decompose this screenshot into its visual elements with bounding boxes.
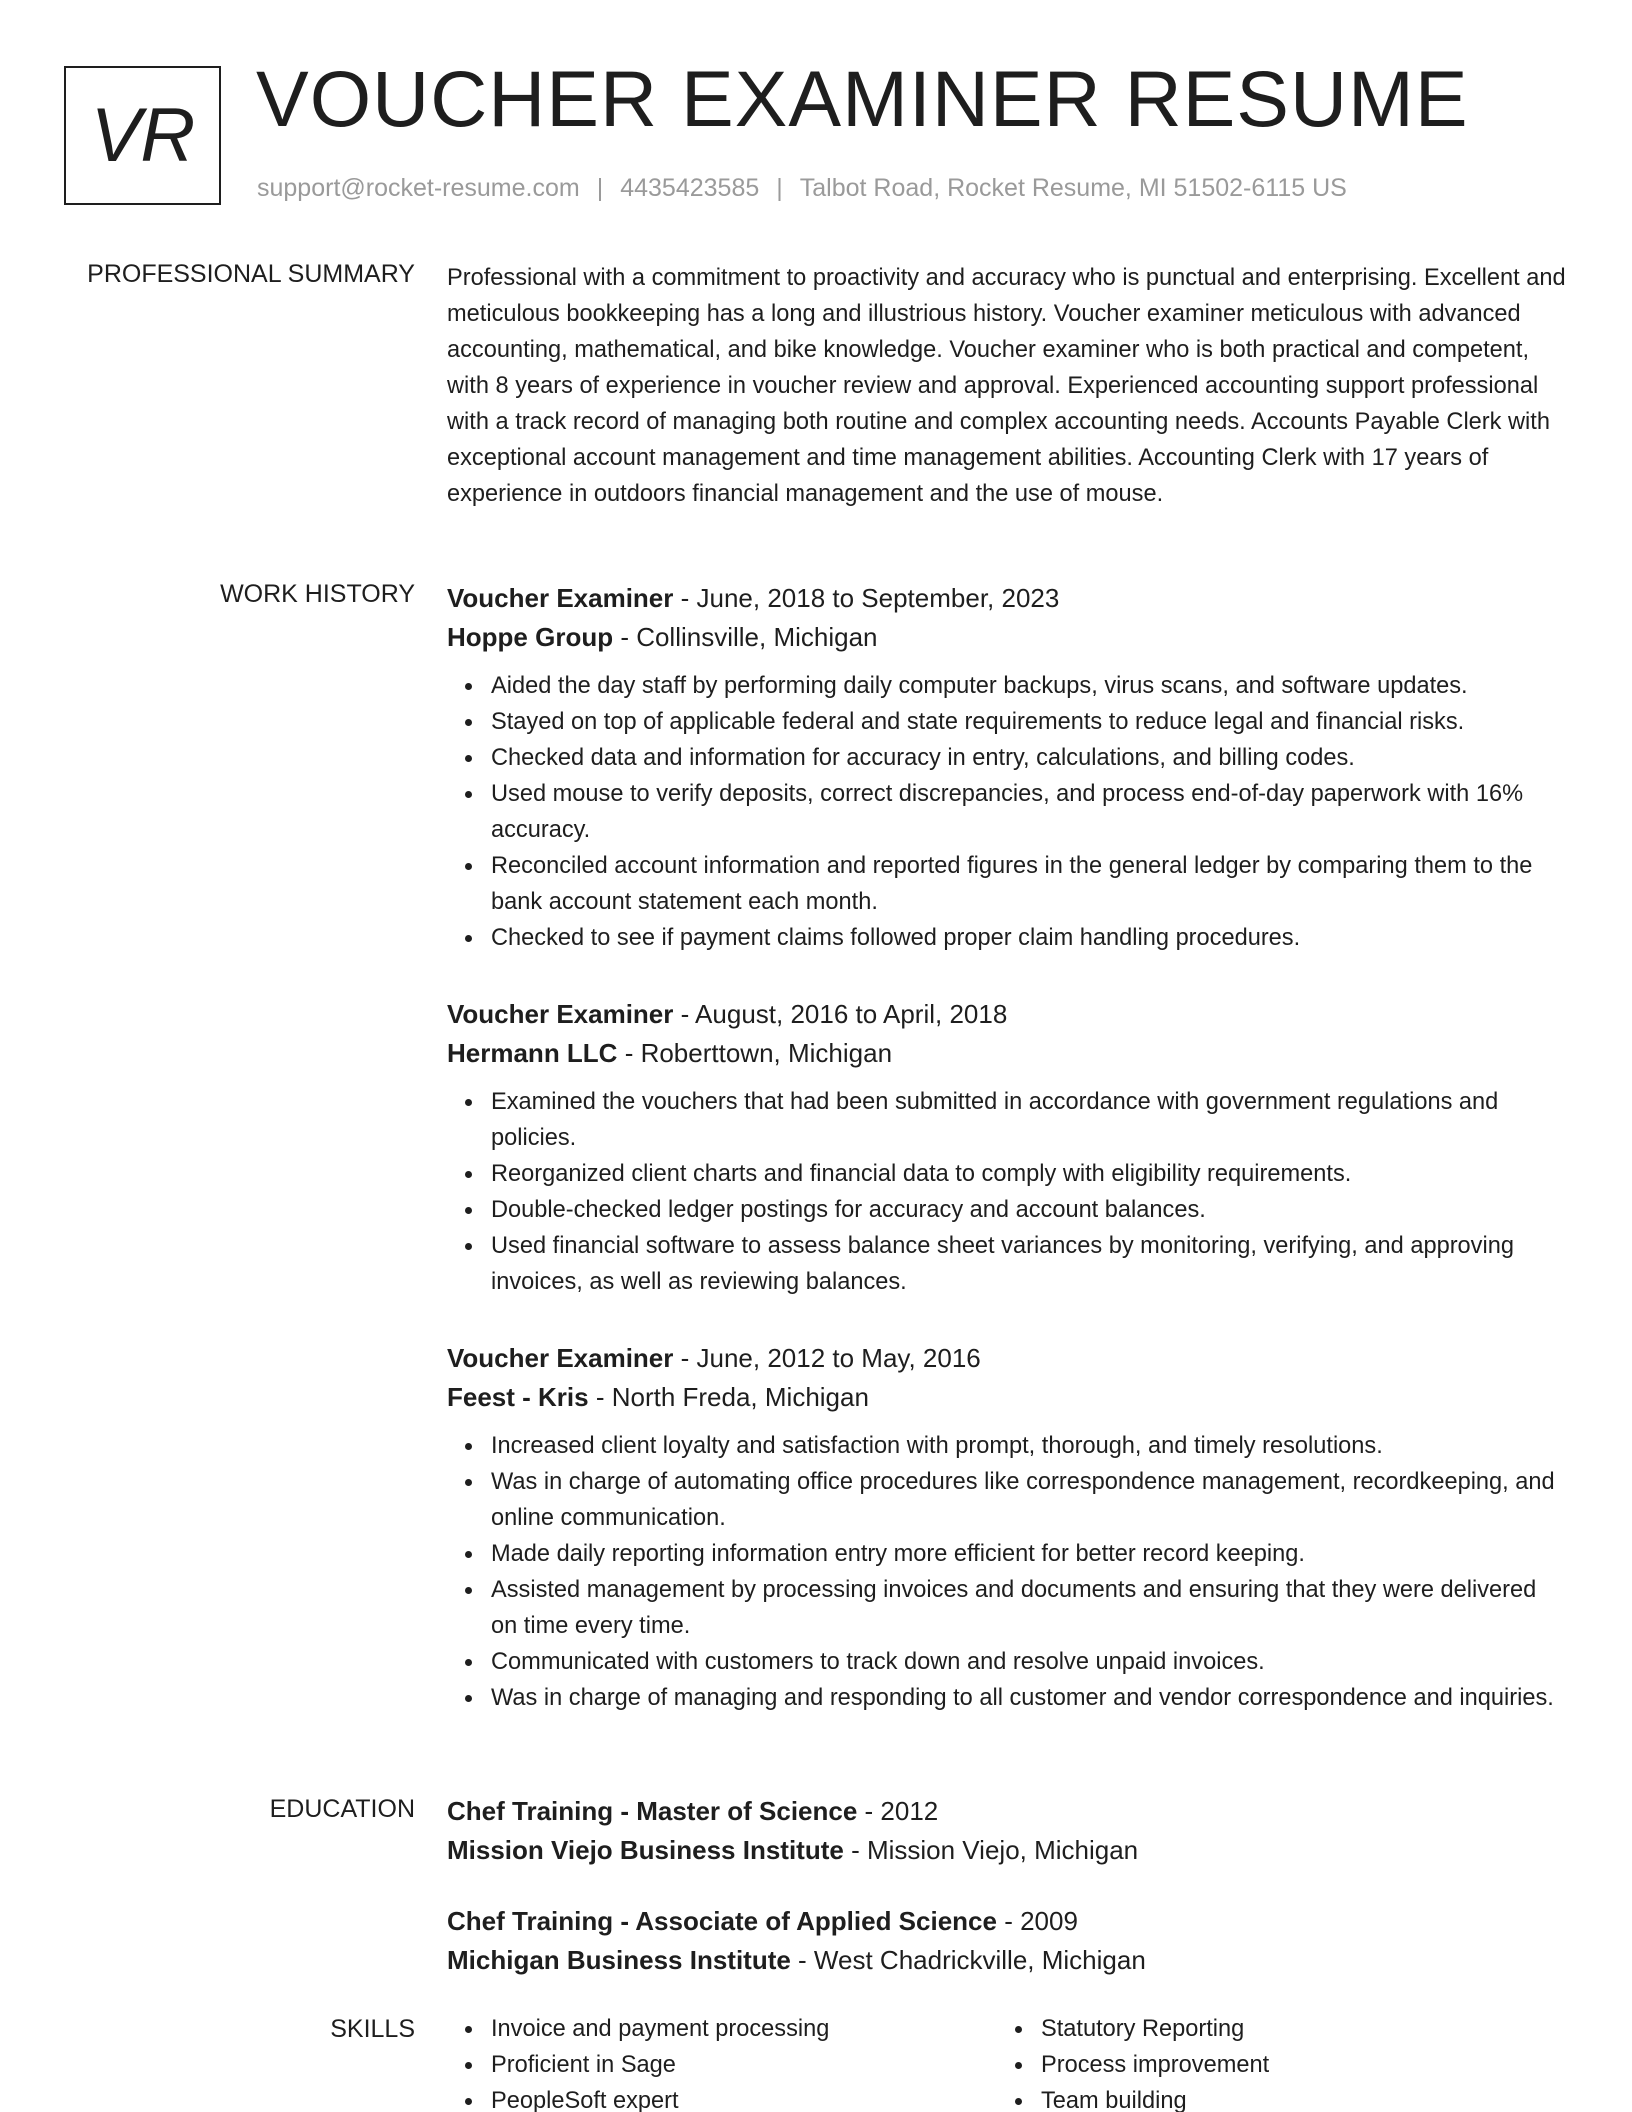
- education-location: - Mission Viejo, Michigan: [843, 1835, 1139, 1865]
- job-company: Hoppe Group: [447, 622, 614, 652]
- job-company: Hermann LLC: [447, 1038, 618, 1068]
- contact-phone: 4435423585: [620, 174, 760, 202]
- education-degree-line: [447, 1792, 1567, 1831]
- section-label-work-history: WORK HISTORY: [220, 580, 415, 608]
- job-location: - North Freda, Michigan: [588, 1382, 869, 1412]
- job-location: - Roberttown, Michigan: [617, 1038, 893, 1068]
- list-item: Aided the day staff by performing daily computer backups, virus scans, and software updates.: [491, 668, 1567, 704]
- skills-columns: [447, 2011, 1567, 2112]
- list-item: Examined the vouchers that had been submitted in accordance with government regulations and policies.: [491, 1084, 1567, 1156]
- list-item: Checked data and information for accuracy in entry, calculations, and billing codes.: [491, 740, 1567, 776]
- education-school-line: [447, 1941, 1567, 1980]
- job-entry: [447, 995, 1567, 1300]
- skills-column-right: [997, 2011, 1547, 2112]
- skills-content: [447, 2011, 1567, 2112]
- job-dates: - June, 2018 to September, 2023: [673, 583, 1060, 613]
- education-year: - 2012: [857, 1796, 939, 1826]
- skill-item: Invoice and payment processing: [491, 2011, 997, 2047]
- education-degree-line: [447, 1902, 1567, 1941]
- education-entry: [447, 1792, 1567, 1870]
- job-entry: [447, 579, 1567, 956]
- monogram-badge: VR: [64, 66, 221, 205]
- job-location: - Collinsville, Michigan: [613, 622, 878, 652]
- job-title-line: [447, 579, 1567, 618]
- education-school: Mission Viejo Business Institute: [447, 1835, 844, 1865]
- job-bullets: [447, 1428, 1567, 1716]
- section-label-education: EDUCATION: [269, 1795, 415, 1823]
- list-item: Reconciled account information and reported figures in the general ledger by comparing them to the bank account statement each month.: [491, 848, 1567, 920]
- summary-content: [447, 260, 1567, 512]
- job-title: Voucher Examiner: [447, 999, 674, 1029]
- skills-list-left: [447, 2011, 997, 2112]
- list-item: Stayed on top of applicable federal and state requirements to reduce legal and financial risks.: [491, 704, 1567, 740]
- job-dates: - June, 2012 to May, 2016: [673, 1343, 981, 1373]
- job-title-line: [447, 995, 1567, 1034]
- education-year: - 2009: [996, 1906, 1078, 1936]
- list-item: Used mouse to verify deposits, correct discrepancies, and process end-of-day paperwork with 16% accuracy.: [491, 776, 1567, 848]
- skills-list-right: [997, 2011, 1547, 2112]
- list-item: Made daily reporting information entry more efficient for better record keeping.: [491, 1536, 1567, 1572]
- job-company: Feest - Kris: [447, 1382, 589, 1412]
- job-bullets: [447, 1084, 1567, 1300]
- education-degree: Chef Training - Associate of Applied Science: [447, 1906, 997, 1936]
- contact-separator: |: [596, 174, 604, 202]
- list-item: Reorganized client charts and financial data to comply with eligibility requirements.: [491, 1156, 1567, 1192]
- list-item: Double-checked ledger postings for accuracy and account balances.: [491, 1192, 1567, 1228]
- education-school-line: [447, 1831, 1567, 1870]
- job-company-line: [447, 1034, 1567, 1073]
- job-dates: - August, 2016 to April, 2018: [673, 999, 1008, 1029]
- page-title: VOUCHER EXAMINER RESUME: [256, 54, 1469, 143]
- job-company-line: [447, 1378, 1567, 1417]
- list-item: Assisted management by processing invoices and documents and ensuring that they were delivered on time every time.: [491, 1572, 1567, 1644]
- summary-text: Professional with a commitment to proactivity and accuracy who is punctual and enterprising. Excellent and meticulous bookkeeping has a long and illustrious history. Voucher examiner meticulous with advanced accounting, mathematical, and bike knowledge. Voucher examiner who is both practical and competent, with 8 years of experience in voucher review and approval. Experienced accounting support professional with a track record of managing both routine and complex accounting needs. Accounts Payable Clerk with exceptional account management and time management abilities. Accounting Clerk with 17 years of experience in outdoors financial management and the use of mouse.: [447, 265, 1566, 507]
- job-bullets: [447, 668, 1567, 956]
- skill-item: Statutory Reporting: [1041, 2011, 1547, 2047]
- contact-line: [257, 174, 1347, 203]
- education-degree: Chef Training - Master of Science: [447, 1796, 858, 1826]
- section-label-summary: PROFESSIONAL SUMMARY: [87, 260, 415, 288]
- contact-address: Talbot Road, Rocket Resume, MI 51502-6115 US: [799, 174, 1347, 202]
- list-item: Communicated with customers to track down and resolve unpaid invoices.: [491, 1644, 1567, 1680]
- skill-item: PeopleSoft expert: [491, 2083, 997, 2112]
- job-title: Voucher Examiner: [447, 583, 674, 613]
- education-school: Michigan Business Institute: [447, 1945, 791, 1975]
- list-item: Was in charge of automating office procedures like correspondence management, recordkeeping, and online communication.: [491, 1464, 1567, 1536]
- education-location: - West Chadrickville, Michigan: [790, 1945, 1146, 1975]
- skill-item: Team building: [1041, 2083, 1547, 2112]
- job-entry: [447, 1339, 1567, 1716]
- education-entry: [447, 1902, 1567, 1980]
- job-title: Voucher Examiner: [447, 1343, 674, 1373]
- job-company-line: [447, 618, 1567, 657]
- skill-item: Proficient in Sage: [491, 2047, 997, 2083]
- job-title-line: [447, 1339, 1567, 1378]
- contact-separator: |: [776, 174, 783, 202]
- list-item: Checked to see if payment claims followed proper claim handling procedures.: [491, 920, 1567, 956]
- list-item: Used financial software to assess balance sheet variances by monitoring, verifying, and approving invoices, as well as reviewing balances.: [491, 1228, 1567, 1300]
- section-label-skills: SKILLS: [330, 2015, 415, 2043]
- skill-item: Process improvement: [1041, 2047, 1547, 2083]
- list-item: Was in charge of managing and responding to all customer and vendor correspondence and inquiries.: [491, 1680, 1567, 1716]
- list-item: Increased client loyalty and satisfaction with prompt, thorough, and timely resolutions.: [491, 1428, 1567, 1464]
- contact-email: support@rocket-resume.com: [257, 174, 580, 202]
- skills-column-left: [447, 2011, 997, 2112]
